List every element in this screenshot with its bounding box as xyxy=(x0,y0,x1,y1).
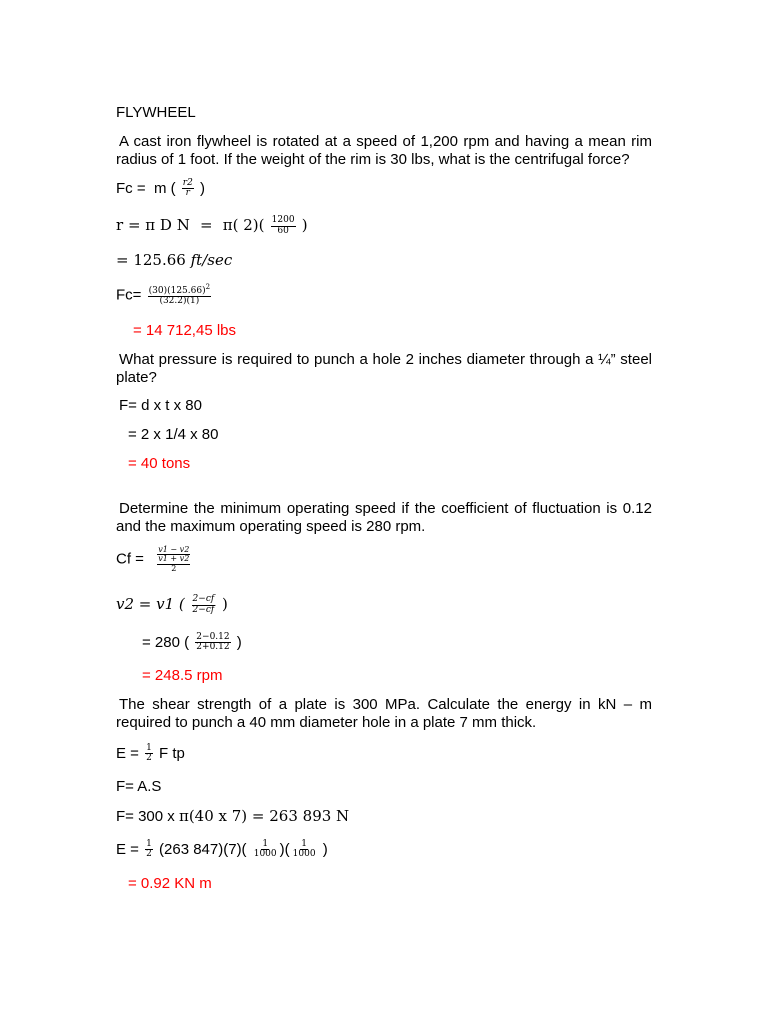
problem-3-answer: = 248.5 rpm xyxy=(142,667,223,684)
e2-fraction-1-denominator: 1000 xyxy=(253,849,277,860)
problem-1-fc-calc xyxy=(116,284,213,307)
v2-close: ) xyxy=(221,595,228,613)
cf-inner-fraction xyxy=(157,555,190,573)
e2-fraction-1-numerator: 1 xyxy=(262,839,269,849)
e2-fraction-2-denominator: 1000 xyxy=(292,849,316,860)
problem-1-r-formula xyxy=(116,216,308,236)
sub-fraction xyxy=(195,633,230,653)
problem-2-answer: = 40 tons xyxy=(128,455,191,472)
r-fraction xyxy=(271,216,296,236)
problem-3-question: Determine the minimum operating speed if the coefficient of fluctuation is 0.12 and the maximum operating speed is 280 rpm. xyxy=(116,500,652,535)
page-title: FLYWHEEL xyxy=(116,104,196,121)
force-calc-b: π(40 x 7) = 263 893 N xyxy=(178,807,350,825)
v2-denominator: 2−cf xyxy=(192,604,215,615)
r-numerator: 1200 xyxy=(271,215,295,226)
problem-4-energy-formula xyxy=(116,744,185,764)
problem-4-answer: = 0.92 KN m xyxy=(128,875,212,892)
problem-4-energy-calc: E = $\frac{1}{2}$ (263 847)(7)( $\frac{1}{1000}$ )( $\frac{1}{1000}$ ) xyxy=(116,839,328,860)
fc-close: ) xyxy=(199,179,205,197)
velocity-unit: ft/sec xyxy=(190,251,233,269)
fc-denominator: r xyxy=(185,188,190,199)
e-fraction xyxy=(145,744,153,764)
fc-m: m ( xyxy=(153,179,176,197)
cf-inner-numerator: v1 + v2 xyxy=(158,554,190,564)
problem-1-fc-formula xyxy=(116,179,205,199)
problem-2-question: What pressure is required to punch a hole 2 inches diameter through a ¼” steel plate? xyxy=(116,351,652,386)
e-lhs: E = xyxy=(116,744,139,762)
problem-2-formula: F= d x t x 80 xyxy=(119,397,202,414)
v2-numerator: 2−cf xyxy=(192,594,215,605)
problem-4-force-calc xyxy=(116,807,349,826)
fc2-numerator: $(30)(125.66)^2$ xyxy=(148,283,211,296)
cf-inner-denominator: 2 xyxy=(171,563,177,573)
e2-fraction-1 xyxy=(253,840,278,860)
e-rest: F tp xyxy=(159,744,185,762)
e2-numerator: 1 xyxy=(146,839,152,849)
force-calc-a: F= 300 x xyxy=(116,808,175,825)
e2-fraction-2 xyxy=(292,840,317,860)
e2-lhs: E = xyxy=(116,840,139,858)
fc-fraction xyxy=(182,179,194,199)
fc2-fraction xyxy=(148,284,211,307)
sub-numerator: 2−0.12 xyxy=(196,632,230,642)
problem-3-substitution xyxy=(142,633,242,653)
r-eq: = xyxy=(200,216,213,234)
e-numerator: 1 xyxy=(146,743,152,753)
problem-1-question: A cast iron flywheel is rotated at a speed of 1,200 rpm and having a mean rim radius of 1 foot. If the weight of the rim is 30 lbs, what is the centrifugal force? xyxy=(116,133,652,168)
cf-lhs: Cf = xyxy=(116,550,144,568)
problem-3-v2-formula xyxy=(116,595,228,615)
fc-numerator: r2 xyxy=(182,178,193,188)
r-close: ) xyxy=(301,216,308,234)
e2-close: ) xyxy=(322,840,328,858)
r-lhs: r = π D N xyxy=(116,216,190,234)
e-denominator: 2 xyxy=(146,753,152,764)
e2-denominator: 2 xyxy=(146,849,152,860)
problem-4-question: The shear strength of a plate is 300 MPa. Calculate the energy in kN – m required to punch a 40 mm diameter hole in a plate 7 mm thick. xyxy=(116,696,652,731)
cf-numerator: v1 − v2 xyxy=(158,545,190,554)
sub-lhs: = 280 ( xyxy=(142,633,190,651)
r-denominator: 60 xyxy=(277,225,289,236)
problem-2-substitution: = 2 x 1/4 x 80 xyxy=(128,426,219,443)
cf-fraction xyxy=(154,546,193,573)
v2-fraction xyxy=(192,595,216,615)
cf-denominator xyxy=(154,555,193,573)
problem-1-velocity xyxy=(116,251,232,269)
problem-3-cf-formula xyxy=(116,546,195,573)
e2-mid: (263 847)(7)( xyxy=(159,840,247,858)
problem-1-answer: = 14 712,45 lbs xyxy=(133,322,237,339)
fc-lhs: Fc = xyxy=(116,179,146,197)
e2-fraction-2-numerator: 1 xyxy=(301,839,307,849)
fc2-denominator: (32.2)(1) xyxy=(159,296,200,307)
r-mid: π( 2)( xyxy=(222,216,265,234)
e2-fraction xyxy=(145,840,153,860)
problem-4-force-formula: F= A.S xyxy=(116,778,162,795)
sub-close: ) xyxy=(236,633,242,651)
sub-denominator: 2+0.12 xyxy=(196,642,230,653)
velocity-value: = 125.66 xyxy=(116,251,186,269)
fc2-lhs: Fc= xyxy=(116,286,142,304)
v2-lhs: v2 = v1 ( xyxy=(116,595,185,613)
